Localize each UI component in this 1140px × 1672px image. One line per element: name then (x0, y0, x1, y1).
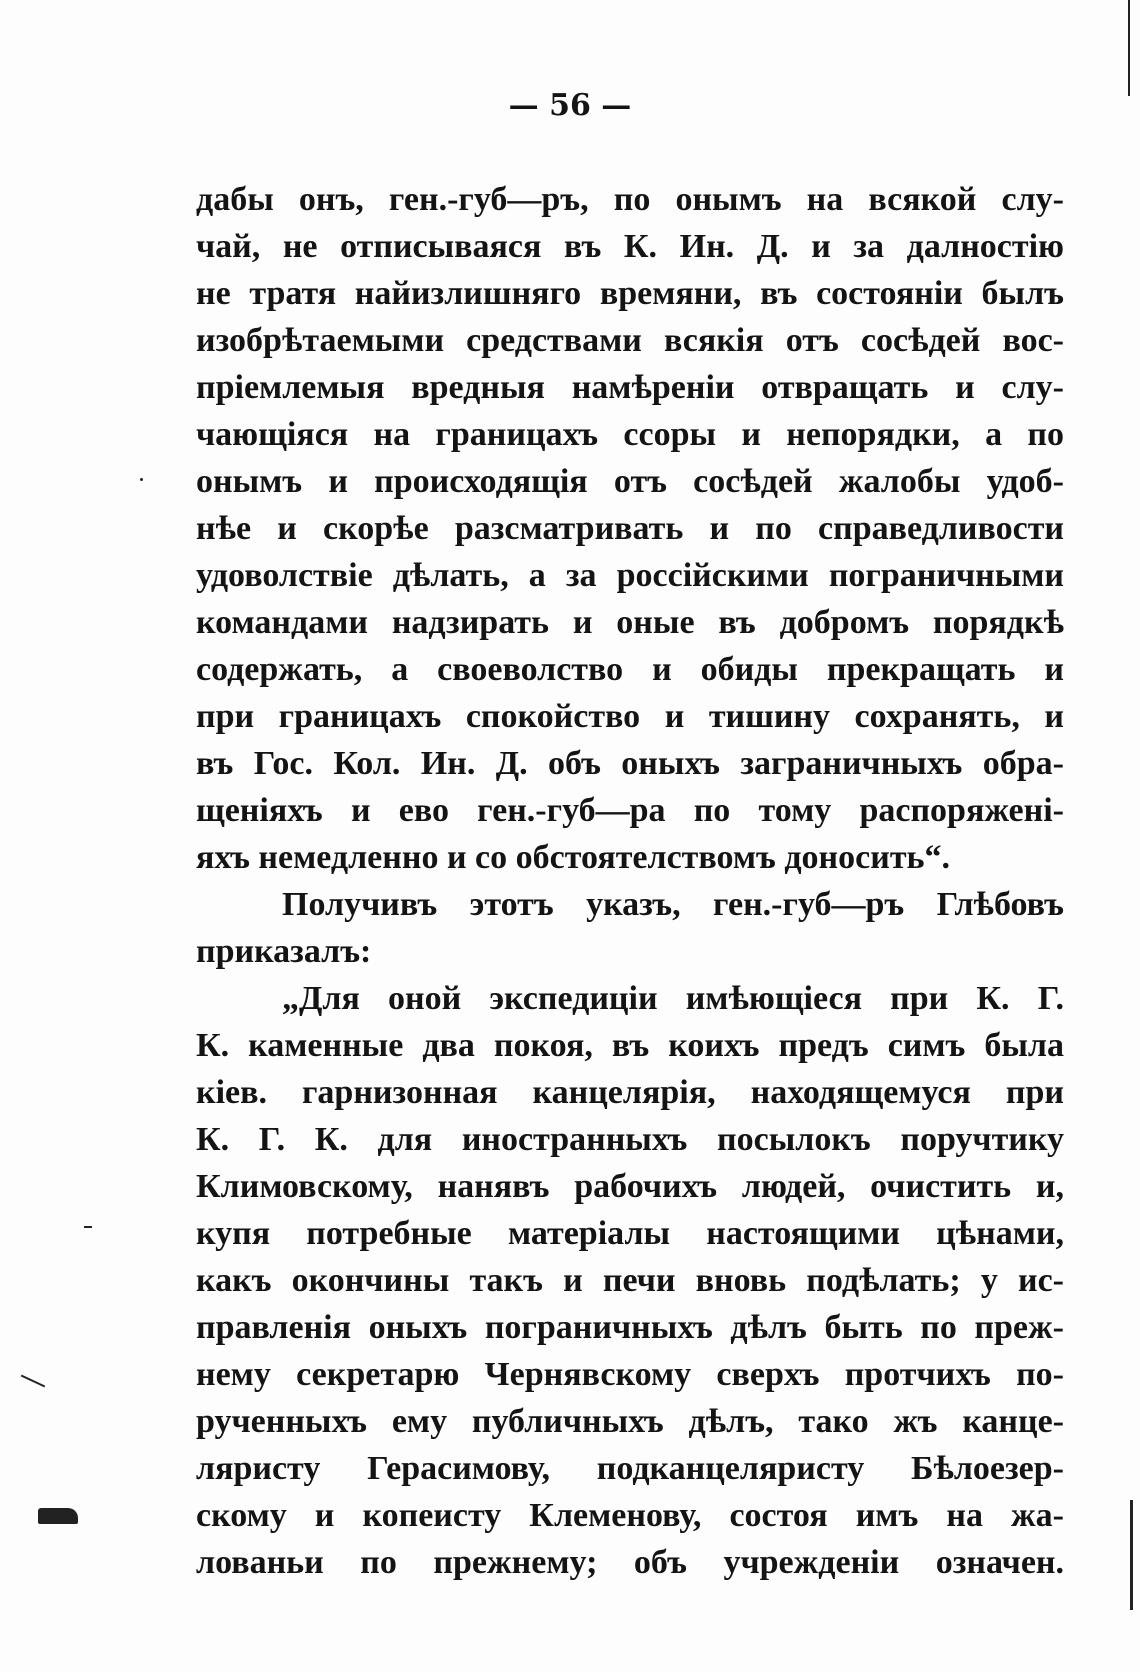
text-line: удоволствіе дѣлать, а за россійскими пограничными (196, 557, 1064, 594)
scan-edge-mark (1130, 1500, 1133, 1610)
scan-speck (140, 478, 143, 481)
text-line: К. каменные два покоя, въ коихъ предъ симъ была (196, 1027, 1064, 1064)
text-line: въ Гос. Кол. Ин. Д. объ оныхъ заграничныхъ обра- (196, 745, 1064, 782)
text-line: содержать, а своеволство и обиды прекращать и (196, 651, 1064, 688)
text-line: чай, не отписываяся въ К. Ин. Д. и за далностію (196, 228, 1064, 265)
body-text (196, 176, 1064, 1586)
text-line: щеніяхъ и ево ген.-губ—ра по тому распоряжені- (196, 792, 1064, 829)
text-line: скому и копеисту Клеменову, состоя имъ на жа- (196, 1497, 1064, 1534)
scan-speck (21, 1375, 45, 1388)
text-line: Климовскому, нанявъ рабочихъ людей, очистить и, (196, 1168, 1064, 1205)
text-line: какъ окончины такъ и печи вновь подѣлать; у ис- (196, 1262, 1064, 1299)
text-line: правленія оныхъ пограничныхъ дѣлъ быть по преж- (196, 1309, 1064, 1346)
text-line: чающіяся на границахъ ссоры и непорядки, а по (196, 416, 1064, 453)
text-line: ляристу Герасимову, подканцеляристу Бѣлоезер- (196, 1450, 1064, 1487)
text-line: нѣе и скорѣе разсматривать и по справедливости (196, 510, 1064, 547)
text-line: командами надзирать и оные въ добромъ порядкѣ (196, 604, 1064, 641)
text-line: не тратя найизлишняго времяни, въ состояніи былъ (196, 275, 1064, 312)
text-line: купя потребные матеріалы настоящими цѣнами, (196, 1215, 1064, 1252)
text-line: нему секретарю Чернявскому сверхъ протчихъ по- (196, 1356, 1064, 1393)
text-line: рученныхъ ему публичныхъ дѣлъ, тако жъ канце- (196, 1403, 1064, 1440)
paragraph-start-line: Получивъ этотъ указъ, ген.-губ—ръ Глѣбовъ (282, 886, 1064, 923)
text-line: К. Г. К. для иностранныхъ посылокъ поручтику (196, 1121, 1064, 1158)
text-line: при границахъ спокойство и тишину сохранять, и (196, 698, 1064, 735)
text-line: приказалъ: (196, 933, 372, 970)
text-line: дабы онъ, ген.-губ—ръ, по онымъ на всякой слу- (196, 181, 1064, 218)
text-line: изобрѣтаемыми средствами всякія отъ сосѣдей вос- (196, 322, 1064, 359)
text-line: яхъ немедленно и со обстоятелствомъ доносить“. (196, 839, 950, 876)
paragraph-start-line: „Для оной экспедиціи имѣющіеся при К. Г. (282, 980, 1064, 1017)
scan-speck (84, 1226, 92, 1228)
text-line: лованьи по прежнему; объ учрежденіи означен. (196, 1544, 1064, 1581)
page-number: — 56 — (508, 88, 632, 123)
text-line: пріемлемыя вредныя намѣреніи отвращать и слу- (196, 369, 1064, 406)
text-line: онымъ и происходящія отъ сосѣдей жалобы удоб- (196, 463, 1064, 500)
ink-blot (38, 1508, 78, 1524)
scan-edge-mark (1128, 0, 1130, 96)
text-line: кіев. гарнизонная канцелярія, находящемуся при (196, 1074, 1064, 1111)
